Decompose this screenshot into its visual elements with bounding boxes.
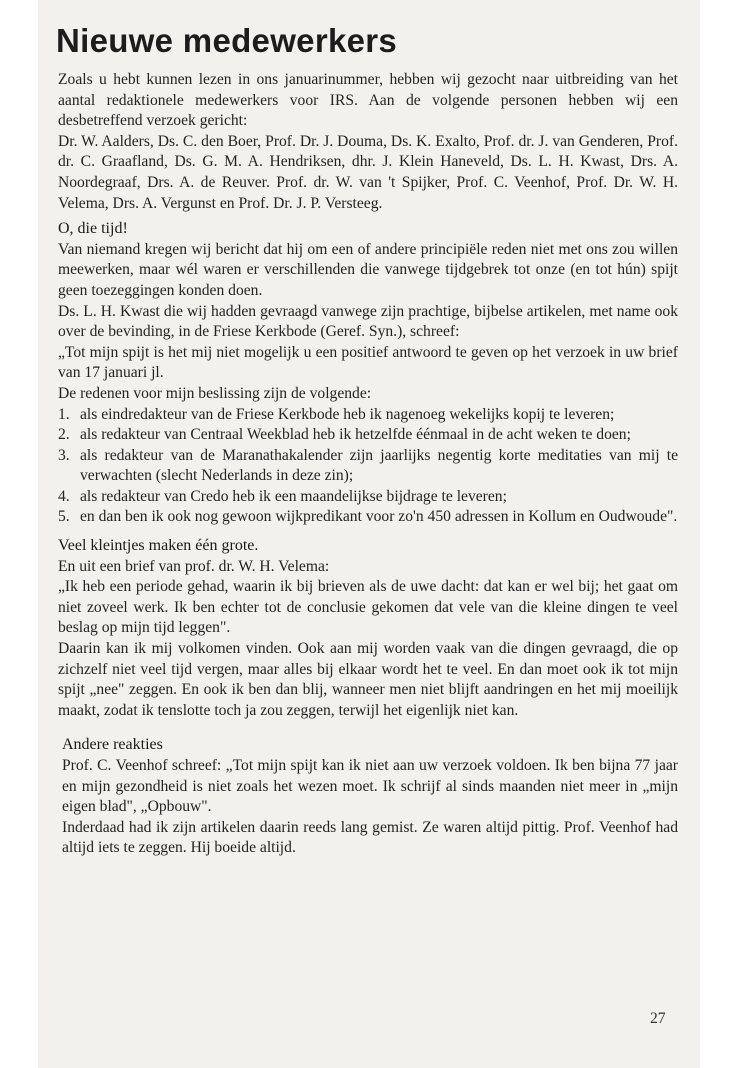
list-item-text: als redakteur van de Maranathakalender zijn jaarlijks negentig korte meditaties van mij te verwachten (slecht Nederlands in deze zin); (80, 446, 678, 485)
paragraph: En uit een brief van prof. dr. W. H. Velema: (58, 557, 330, 575)
list-item (58, 507, 678, 528)
quote-paragraph: „Ik heb een periode gehad, waarin ik bij brieven als de uwe dacht: dat kan er wel bij; het gaat om niet zoveel werk. Ik ben echter tot de conclusie gekomen dat vele van die kleine dingen te veel beslag op mijn tijd leggen". (58, 578, 678, 637)
list-item (58, 425, 678, 446)
magazine-page (38, 0, 700, 1068)
section-veel-kleintjes (58, 536, 678, 721)
section-heading: Veel kleintjes maken één grote. (58, 537, 259, 555)
paragraph: De redenen voor mijn beslissing zijn de volgende: (58, 384, 372, 402)
section-andere-reakties (58, 735, 678, 859)
invitee-list-paragraph: Dr. W. Aalders, Ds. C. den Boer, Prof. Dr. J. Douma, Ds. K. Exalto, Prof. dr. J. van Genderen, Prof. dr. C. Graafland, Ds. G. M. A. Hendriksen, dhr. J. Klein Haneveld, Ds. L. H. Kwast, Drs. A. Noordegraaf, Drs. A. de Reuver. Prof. dr. W. van 't Spijker, Prof. C. Veenhof, Prof. Dr. W. H. Velema, Drs. A. Vergunst en Prof. Dr. J. P. Versteeg. (58, 132, 678, 212)
list-item-number: 2. (58, 426, 70, 444)
section-heading: Andere reakties (62, 736, 163, 754)
list-item-text: en dan ben ik ook nog gewoon wijkpredikant voor zo'n 450 adressen in Kollum en Oudwoude". (80, 508, 678, 526)
paragraph: Van niemand kregen wij bericht dat hij om een of andere principiële reden niet met ons zou willen meewerken, maar wél waren er verschillenden die vanwege tijdgebrek tot onze (en tot hún) spijt geen toezeggingen konden doen. (58, 240, 678, 299)
paragraph: Ds. L. H. Kwast die wij hadden gevraagd vanwege zijn prachtige, bijbelse artikelen, met name ook over de bevinding, in de Friese Kerkbode (Geref. Syn.), schreef: (58, 302, 678, 341)
list-item-text: als eindredakteur van de Friese Kerkbode heb ik nagenoeg wekelijks kopij te leveren; (80, 405, 615, 423)
intro-paragraph: Zoals u hebt kunnen lezen in ons januarinummer, hebben wij gezocht naar uitbreiding van het aantal redaktionele medewerkers voor IRS. Aan de volgende personen hebben wij een desbetreffend verzoek gericht: (58, 71, 678, 130)
section-o-die-tijd (58, 219, 678, 528)
list-item (58, 446, 678, 487)
list-item (58, 487, 678, 508)
list-item-text: als redakteur van Centraal Weekblad heb ik hetzelfde éénmaal in de acht weken te doen; (80, 426, 631, 444)
article (58, 24, 678, 859)
list-item-number: 1. (58, 405, 70, 423)
list-item-number: 4. (58, 487, 70, 505)
paragraph: Inderdaad had ik zijn artikelen daarin reeds lang gemist. Ze waren altijd pittig. Prof. Veenhof had altijd iets te zeggen. Hij boeide altijd. (62, 818, 678, 857)
paragraph: Daarin kan ik mij volkomen vinden. Ook aan mij worden vaak van die dingen gevraagd, die op zichzelf niet veel tijd vergen, maar alles bij elkaar wordt het te veel. En dan moet ook ik tot mijn spijt „nee" zeggen. En ook ik ben dan blij, wanneer men niet blijft aandringen en het mij moeilijk maakt, zodat ik tenslotte toch ja zou zeggen, terwijl het eigenlijk niet kan. (58, 640, 678, 719)
list-item-number: 5. (58, 508, 70, 526)
list-item-number: 3. (58, 446, 70, 464)
reasons-list (58, 405, 678, 529)
paragraph: Prof. C. Veenhof schreef: „Tot mijn spijt kan ik niet aan uw verzoek voldoen. Ik ben bijna 77 jaar en mijn gezondheid is niet zoals het wezen moet. Ik schrijf al sinds maanden niet meer in „mijn eigen blad", „Opbouw". (62, 757, 678, 816)
list-item-text: als redakteur van Credo heb ik een maandelijkse bijdrage te leveren; (80, 487, 507, 505)
quote-paragraph: „Tot mijn spijt is het mij niet mogelijk u een positief antwoord te geven op het verzoek in uw brief van 17 januari jl. (58, 343, 678, 382)
section-heading: O, die tijd! (58, 220, 128, 238)
list-item (58, 405, 678, 426)
article-title: Nieuwe medewerkers (56, 22, 398, 59)
page-number: 27 (650, 1010, 666, 1027)
